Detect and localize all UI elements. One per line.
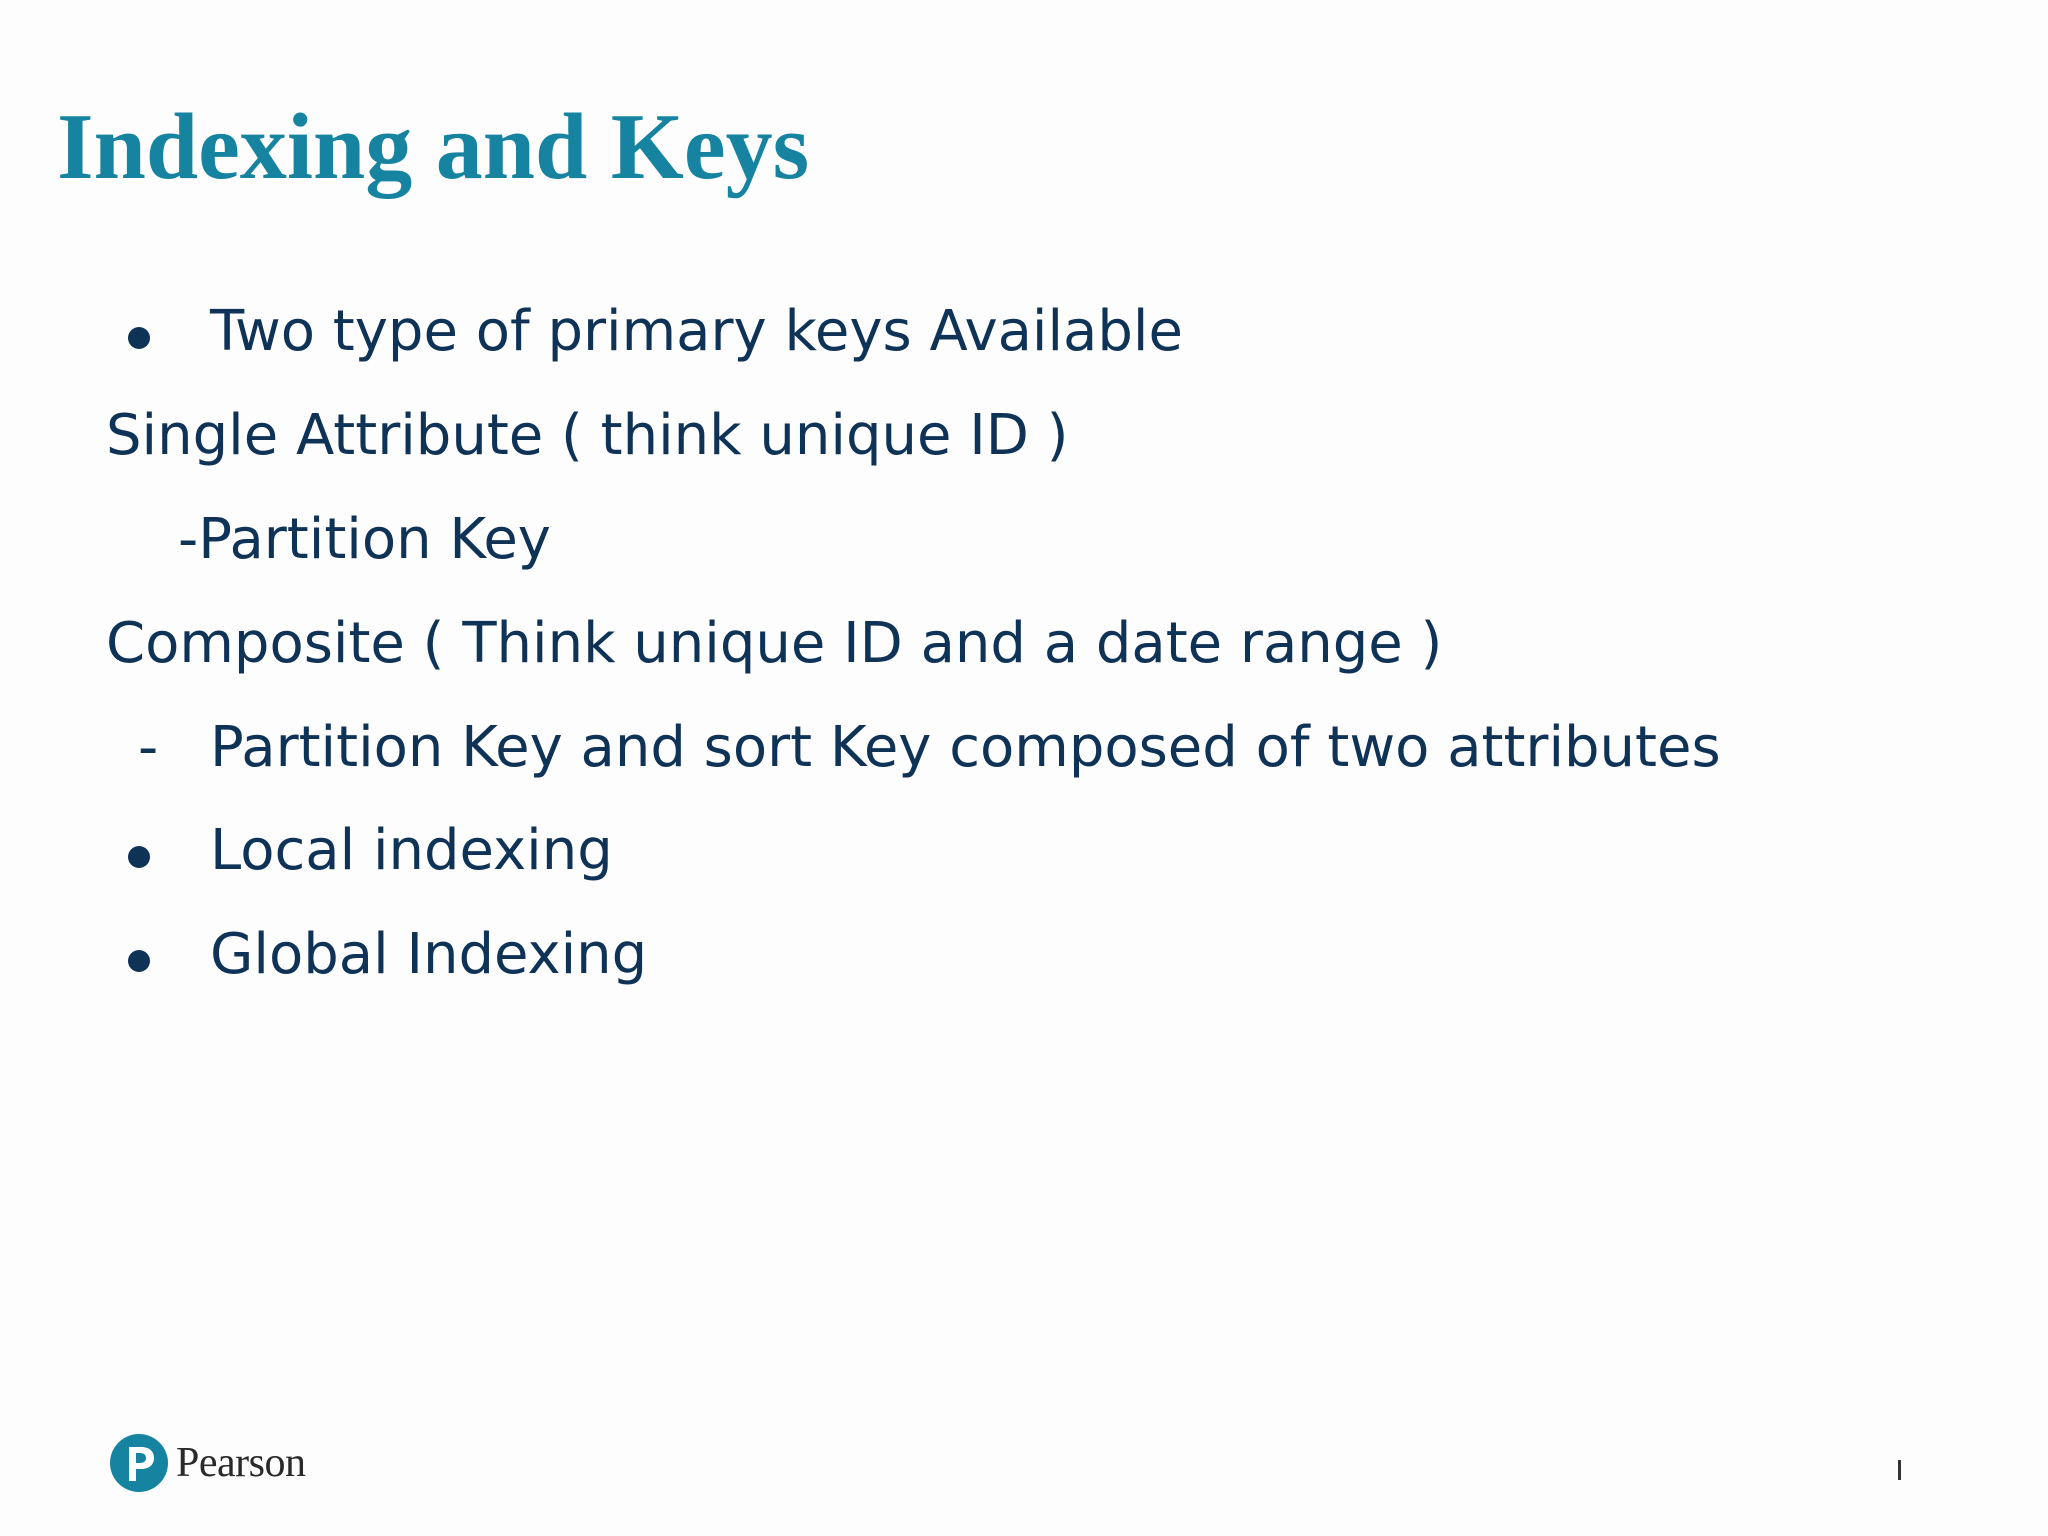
dash-marker: - — [138, 715, 159, 780]
slide-title: Indexing and Keys — [57, 95, 810, 199]
list-item: Partition Key and sort Key composed of two attributes — [210, 715, 1721, 780]
list-item: Two type of primary keys Available — [210, 299, 1183, 364]
pearson-p-icon — [110, 1434, 168, 1492]
page-mark — [1898, 1460, 1901, 1480]
pearson-p-glyph-icon — [119, 1441, 159, 1485]
bullet-icon — [128, 950, 150, 972]
bullet-icon — [128, 846, 150, 868]
list-item: Global Indexing — [210, 922, 648, 987]
list-item: Composite ( Think unique ID and a date range ) — [106, 611, 1443, 676]
pearson-logo — [110, 1428, 305, 1498]
list-item: -Partition Key — [178, 507, 551, 572]
logo-text: Pearson — [176, 1440, 306, 1486]
bullet-icon — [128, 327, 150, 349]
list-item: Single Attribute ( think unique ID ) — [106, 403, 1069, 468]
list-item: Local indexing — [210, 818, 613, 883]
